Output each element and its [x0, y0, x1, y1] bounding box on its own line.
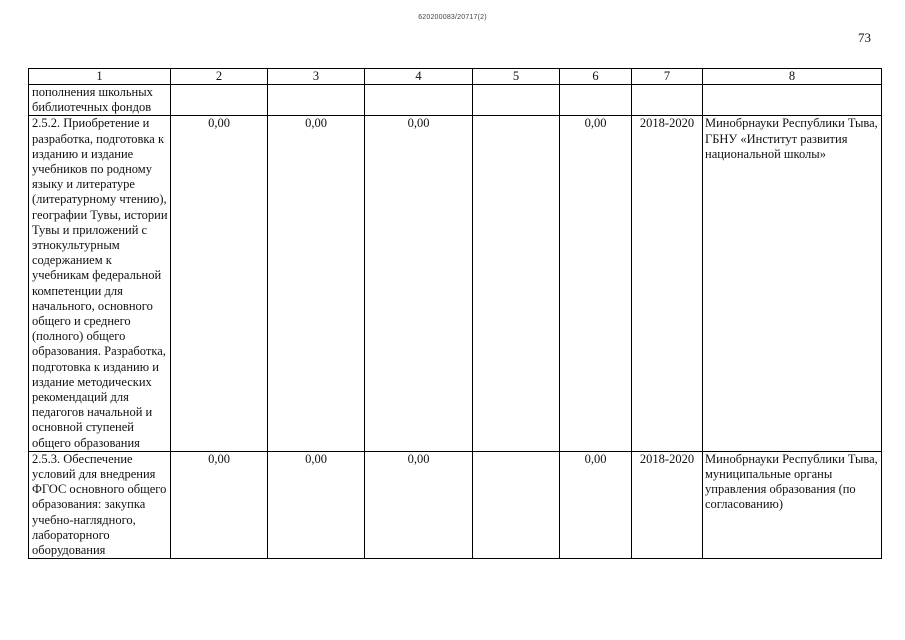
executor-cell: Минобрнауки Республики Тыва, ГБНУ «Институт развития национальной школы» — [703, 116, 882, 451]
header-cell: 4 — [365, 69, 473, 85]
header-cell: 2 — [171, 69, 268, 85]
value-cell — [473, 85, 560, 116]
document-stamp: 620200083/20717(2) — [418, 14, 487, 21]
executor-cell — [703, 85, 882, 116]
activity-cell: 2.5.3. Обеспечение условий для внедрения ФГОС основного общего образования: закупка учебно-наглядного, лабораторного оборудования — [29, 451, 171, 558]
value-cell — [473, 451, 560, 558]
activity-cell: 2.5.2. Приобретение и разработка, подготовка к изданию и издание учебников по родному языку и литературе (литературному чтению), географии Тувы, истории Тувы и приложений с этнокультурным содержанием к учебникам федеральной компетенции для начального, основного общего и среднего (полного) общего образования. Разработка, подготовка к изданию и издание методических рекомендаций для педагогов начальной и основной ступеней общего образования — [29, 116, 171, 451]
value-cell: 0,00 — [560, 451, 632, 558]
activity-cell: пополнения школьных библиотечных фондов — [29, 85, 171, 116]
table-row — [29, 116, 882, 451]
value-cell — [560, 85, 632, 116]
value-cell: 0,00 — [268, 116, 365, 451]
header-cell: 5 — [473, 69, 560, 85]
period-cell: 2018-2020 — [632, 116, 703, 451]
table-row — [29, 451, 882, 558]
value-cell: 0,00 — [365, 116, 473, 451]
value-cell — [171, 85, 268, 116]
executor-cell: Минобрнауки Республики Тыва, муниципальные органы управления образования (по согласованию) — [703, 451, 882, 558]
value-cell: 0,00 — [171, 116, 268, 451]
page-number: 73 — [858, 30, 871, 45]
header-row — [29, 69, 882, 85]
period-cell: 2018-2020 — [632, 451, 703, 558]
period-cell — [632, 85, 703, 116]
header-cell: 6 — [560, 69, 632, 85]
value-cell — [365, 85, 473, 116]
value-cell: 0,00 — [365, 451, 473, 558]
header-cell: 1 — [29, 69, 171, 85]
table-row — [29, 85, 882, 116]
value-cell — [268, 85, 365, 116]
value-cell: 0,00 — [560, 116, 632, 451]
header-cell: 3 — [268, 69, 365, 85]
value-cell — [473, 116, 560, 451]
header-cell: 7 — [632, 69, 703, 85]
value-cell: 0,00 — [171, 451, 268, 558]
header-cell: 8 — [703, 69, 882, 85]
value-cell: 0,00 — [268, 451, 365, 558]
program-table — [28, 68, 882, 559]
